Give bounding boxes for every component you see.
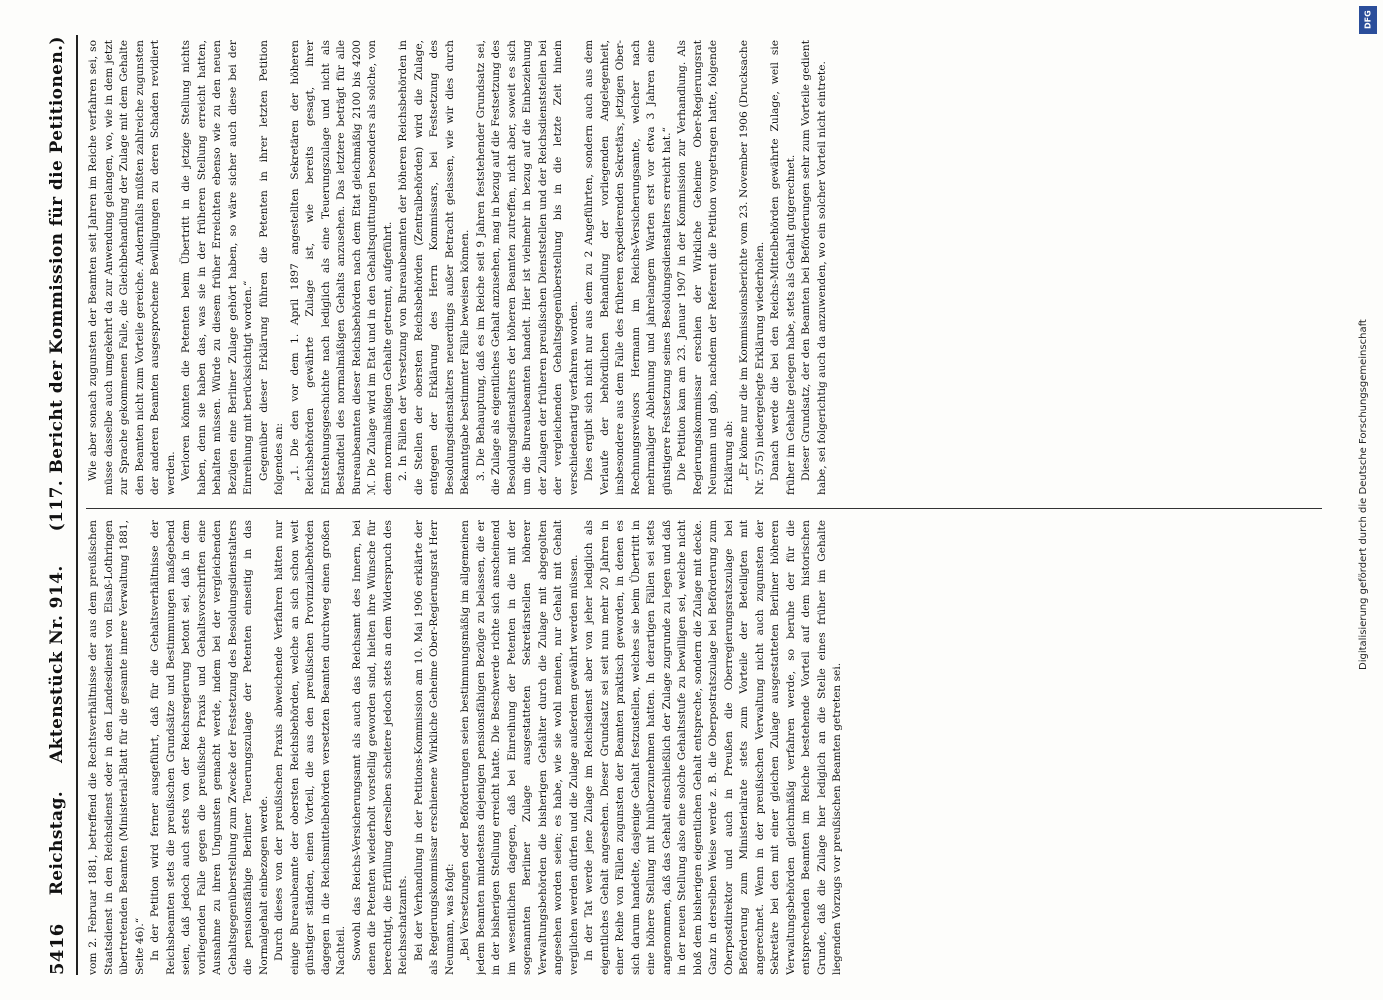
header-document: Aktenstück Nr. 914. (47, 565, 67, 763)
paragraph: 3. Die Behauptung, daß es im Reiche seit 9 Jahren feststehender Grundsatz sei, die Zulage als eigentliches Gehalt anzusehen, mag in bezug auf die Festsetzung des Besoldungsdienstalters der höheren Beamten zutreffen, nicht aber, soweit es sich um die Bureaubeamten handelt. Hier ist vielmehr in bezug auf die Einbeziehung der Zulagen der früheren preußischen Dienststellen und der Reichsdienststellen bei der vergleichenden Gehaltsgegenüberstellung bis in die letzte Zeit hinein verschiedenartig verfahren worden. (474, 40, 580, 495)
paragraph: „Er könne nur die im Kommissionsberichte vom 23. November 1906 (Drucksache Nr. 575) niedergelegte Erklärung wiederholen. (738, 40, 766, 495)
paragraph: Gegenüber dieser Erklärung führen die Petenten in ihrer letzten Petition folgendes an: (257, 40, 285, 495)
paragraph: Bei der Verhandlung in der Petitions-Kommission am 10. Mai 1906 erklärte der als Regierungskommissar erschienene Wirkliche Geheime Ober-Regierungsrat Herr Neumann, was folgt: (412, 520, 456, 975)
right-column (86, 40, 1322, 495)
paragraph: Die Petition kam am 23. Januar 1907 in der Kommission zur Verhandlung. Als Regierungskommissar erschien der Wirkliche Geheime Ober-Regierungsrat Neumann und gab, nachdem der Referent die Petition vorgetragen hatte, folgende Erklärung ab: (676, 40, 735, 495)
page-number: 5416 (46, 923, 68, 975)
left-column (86, 520, 1322, 975)
paragraph: „Bei Versetzungen oder Beförderungen seien bestimmungsmäßig im allgemeinen jedem Beamten mindestens diejenigen pensionsfähigen Bezüge zu belassen, die er in der bisherigen Stellung erreicht hatte. Die Beschwerde richte sich anscheinend im wesentlichen dagegen, daß bei Einreihung der Petenten in die mit der sogenannten Berliner Zulage ausgestatteten Sekretärstellen höherer Verwaltungsbehörden die bisherigen Gehälter durch die Zulage mit abgegolten angesehen worden seien; es habe, wie sie wohl meinen, nur Gehalt mit Gehalt verglichen werden dürfen und die Zulage außerdem gewährt werden müssen. (459, 520, 580, 975)
paragraph: In der Tat werde jene Zulage im Reichsdienst aber von jeher lediglich als eigentliches Gehalt angesehen. Dieser Grundsatz sei seit nun mehr 20 Jahren in einer Reihe von Fällen zugunsten der Beamten praktisch geworden, in denen es sich darum handelte, dasjenige Gehalt festzustellen, welches sie beim Übertritt in eine höhere Stellung mit hinüberzunehmen hatten. In derartigen Fällen sei stets angenommen, daß das Gehalt einschließlich der Zulage zugrunde zu legen und daß in der neuen Stellung also eine solche Gehaltsstufe zu bewilligen sei, welche nicht bloß dem bisherigen eigentlichen Gehalt entspreche, sondern die Zulage mit decke. Ganz in derselben Weise werde z. B. die Oberpostratszulage bei Beförderung zum Oberpostdirektor und auch in Preußen die Oberregierungsratszulage bei Beförderung zum Ministerialrate stets zum Vorteile der Beteiligten mit angerechnet. Wenn in der preußischen Verwaltung nicht auch zugunsten der Sekretäre bei den mit einer gleichen Zulage ausgestatteten Berliner höheren Verwaltungsbehörden gleichmäßig verfahren werde, so beruhe der für die entsprechenden Beamten im Reiche bestehende Vorteil auf dem historischen Grunde, daß die Zulage hier lediglich an die Stelle eines früher im Gehalte liegenden Vorzugs vor preußischen Beamten getreten sei. (583, 520, 843, 975)
paragraph: Wie aber sonach zugunsten der Beamten seit Jahren im Reiche verfahren sei, so müsse dasselbe auch umgekehrt da zur Anwendung gelangen, wo, wie in dem jetzt zur Sprache gekommenen Falle, die Gleichbehandlung der Zulage mit dem Gehalte den Beamten nicht zum Vorteile gereiche. Andernfalls müßten zahlreiche zugunsten der anderen Beamten ausgesprochene Bewilligungen zu deren Schaden revidiert werden. (87, 40, 177, 495)
header-rule (76, 35, 78, 975)
rotated-page-content (40, 35, 1330, 975)
paragraph: Dies ergibt sich nicht nur aus dem zu 2 Angeführten, sondern auch aus dem Verlaufe der behördlichen Behandlung der vorliegenden Angelegenheit, insbesondere aus dem Falle des früheren expedierenden Sekretärs, jetzigen Ober-Rechnungsrevisors Hermann im Reichs-Versicherungsamte, welcher nach mehrmaliger Ablehnung und jahrelangem Warten erst vor etwa 3 Jahren eine günstigere Festsetzung seines Besoldungsdienstalters erreicht hat.“ (583, 40, 673, 495)
paragraph: Sowohl das Reichs-Versicherungsamt als auch das Reichsamt des Innern, bei denen die Petenten wiederholt vorstellig geworden sind, hielten ihre Wünsche für berechtigt, die Erfüllung derselben scheitere jedoch stets an dem Widerspruch des Reichsschatzamts. (350, 520, 409, 975)
paragraph: Durch dieses von der preußischen Praxis abweichende Verfahren hätten nur einige Bureaubeamte der obersten Reichsbehörden, welche an sich schon weit günstiger ständen, einen Vorteil, die aus den preußischen Provinzialbehörden dagegen in die Reichsmittelbehörden versetzten Beamten durchweg einen großen Nachteil. (273, 520, 347, 975)
paragraph: „1. Die den vor dem 1. April 1897 angestellten Sekretären der höheren Reichsbehörden gewährte Zulage ist, wie bereits gesagt, ihrer Entstehungsgeschichte nach lediglich als eine Teuerungszulage und nicht als Bestandteil des normalmäßigen Gehalts anzusehen. Das letztere beträgt für alle Bureaubeamten dieser Reichsbehörden nach dem Etat gleichmäßig 2100 bis 4200 ℳ. Die Zulage wird im Etat und in den Gehaltsquittungen besonders als solche, von dem normalmäßigen Gehalte getrennt, aufgeführt. (288, 40, 394, 495)
paragraph: Danach werde die bei den Reichs-Mittelbehörden gewährte Zulage, weil sie früher im Gehalte gelegen habe, stets als Gehalt gutgerechnet. (769, 40, 797, 495)
header-title: Reichstag. (47, 790, 67, 896)
column-divider (86, 508, 1322, 509)
page-header (40, 35, 74, 975)
paragraph: Dieser Grundsatz, der den Beamten bei Beförderungen sehr zum Vorteile gedient habe, sei folgerichtig auch da anzuwenden, wo ein solcher Vorteil nicht eintrete. (800, 40, 828, 495)
header-subtitle: (117. Bericht der Kommission für die Petitionen.) (47, 36, 67, 532)
dfg-logo: DFG (1359, 6, 1377, 34)
paragraph: Verloren könnten die Petenten beim Übertritt in die jetzige Stellung nichts haben, denn sie haben das, was sie in der früheren Stellung erreicht hatten, behalten müssen. Würde zu diesem früher Erreichten ebenso wie zu den neuen Bezügen eine Berliner Zulage gehört haben, so wäre sicher auch diese bei der Einreihung mit berücksichtigt worden.“ (180, 40, 254, 495)
paragraph: vom 2. Februar 1881, betreffend die Rechtsverhältnisse der aus dem preußischen Staatsdienst in den Reichsdienst oder in den Landesdienst von Elsaß-Lothringen übertretenden Beamten (Ministerial-Blatt für die gesamte innere Verwaltung 1881, Seite 46).“ (87, 520, 146, 975)
paragraph: In der Petition wird ferner ausgeführt, daß für die Gehaltsverhältnisse der Reichsbeamten stets die preußischen Grundsätze und Bestimmungen maßgebend seien, daß jedoch auch stets von der Reichsregierung betont sei, daß in dem vorliegenden Falle gegen die preußische Praxis und Gehaltsvorschriften eine Ausnahme zu ihren Ungunsten gemacht werde, indem bei der vergleichenden Gehaltsgegenüberstellung zum Zwecke der Festsetzung des Besoldungsdienstalters die pensionsfähige Berliner Teuerungszulage der Petenten einseitig in das Normalgehalt einbezogen werde. (149, 520, 270, 975)
digitization-note: Digitalisierung gefördert durch die Deutsche Forschungsgemeinschaft (1358, 319, 1369, 670)
paragraph: 2. In Fällen der Versetzung von Bureaubeamten der höheren Reichsbehörden in die Stellen der obersten Reichsbehörden (Zentralbehörden) wird die Zulage, entgegen der Erklärung des Herrn Kommissars, bei Festsetzung des Besoldungsdienstalters neuerdings außer Betracht gelassen, wie wir dies durch Bekanntgabe bestimmter Fälle beweisen können. (397, 40, 471, 495)
